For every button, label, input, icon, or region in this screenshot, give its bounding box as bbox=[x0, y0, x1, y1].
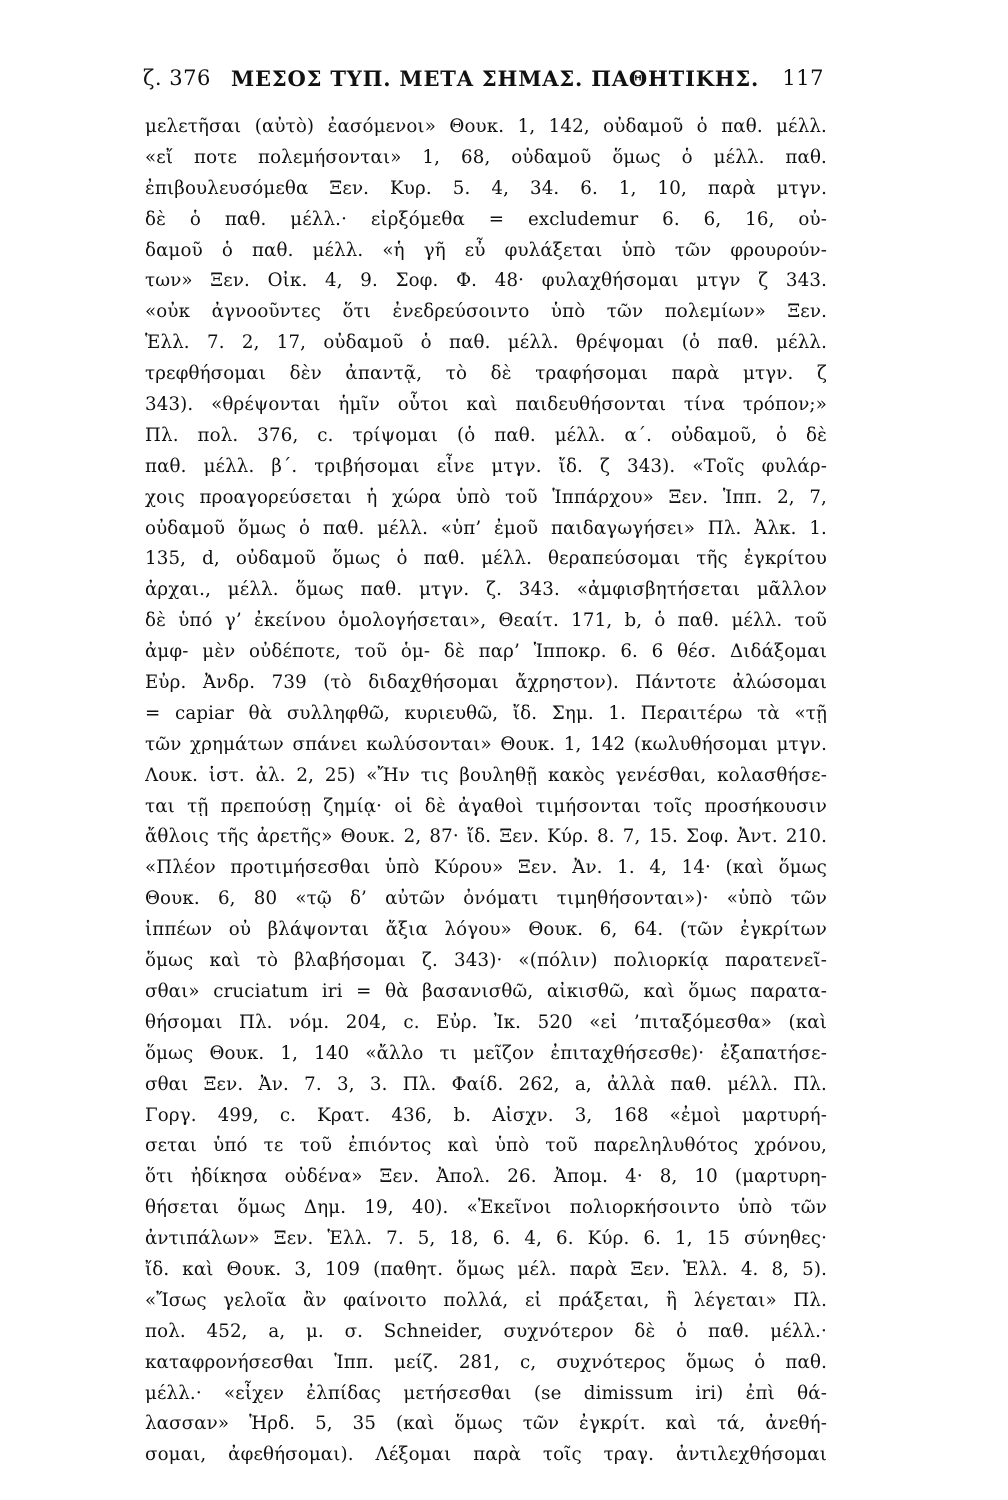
text-line: θήσεται ὅμως Δημ. 19, 40). «Ἐκεῖνοι πολιορκήσοιντο ὑπὸ τῶν bbox=[145, 1197, 827, 1219]
text-line: τρεφθήσομαι δὲν ἀπαντᾷ, τὸ δὲ τραφήσομαι παρὰ μτγν. ζ bbox=[145, 363, 827, 385]
text-line: σομαι, ἀφεθήσομαι). Λέξομαι παρὰ τοῖς τραγ. ἀντιλεχθήσομαι bbox=[145, 1444, 827, 1466]
text-line: = capiar θὰ συλληφθῶ, κυριευθῶ, ἴδ. Σημ. 1. Περαιτέρω τὰ «τῇ bbox=[145, 702, 827, 724]
text-line: των» Ξεν. Οἰκ. 4, 9. Σοφ. Φ. 48· φυλαχθήσομαι μτγν ζ 343. bbox=[145, 270, 827, 292]
text-line: τῶν χρημάτων σπάνει κωλύσονται» Θουκ. 1, 142 (κωλυθήσομαι μτγν. bbox=[145, 733, 827, 755]
text-line: ὅμως καὶ τὸ βλαβήσομαι ζ. 343)· «(πόλιν) πολιορκίᾳ παρατενεῖ- bbox=[145, 950, 827, 972]
text-line: δὲ ὁ παθ. μέλλ.· εἰρξόμεθα = excludemur 6. 6, 16, οὐ- bbox=[145, 208, 827, 230]
text-line: ἀρχαι., μέλλ. ὅμως παθ. μτγν. ζ. 343. «ἀμφισβητήσεται μᾶλλον bbox=[145, 579, 827, 601]
text-line: μελετῆσαι (αὐτὸ) ἐασόμενοι» Θουκ. 1, 142, οὐδαμοῦ ὁ παθ. μέλλ. bbox=[145, 116, 827, 137]
text-line: Εὐρ. Ἀνδρ. 739 (τὸ διδαχθήσομαι ἄχρηστον). Πάντοτε ἀλώσομαι bbox=[145, 672, 827, 694]
text-line: «Πλέον προτιμήσεσθαι ὑπὸ Κύρου» Ξεν. Ἀν. 1. 4, 14· (καὶ ὅμως bbox=[145, 857, 827, 879]
text-line: Ἑλλ. 7. 2, 17, οὐδαμοῦ ὁ παθ. μέλλ. θρέψομαι (ὁ παθ. μέλλ. bbox=[145, 332, 827, 354]
text-line: ἐπιβουλευσόμεθα Ξεν. Κυρ. 5. 4, 34. 6. 1, 10, παρὰ μτγν. bbox=[145, 177, 827, 199]
text-line: Γοργ. 499, c. Κρατ. 436, b. Αἰσχν. 3, 168 «ἐμοὶ μαρτυρή- bbox=[145, 1104, 827, 1126]
text-line: σθαι Ξεν. Ἀν. 7. 3, 3. Πλ. Φαίδ. 262, a, ἀλλὰ παθ. μέλλ. Πλ. bbox=[145, 1073, 827, 1095]
text-line: σεται ὑπό τε τοῦ ἐπιόντος καὶ ὑπὸ τοῦ παρεληλυθότος χρόνου, bbox=[145, 1135, 827, 1157]
text-line: θήσομαι Πλ. νόμ. 204, c. Εὐρ. Ἰκ. 520 «εἰ ’πιταξόμεσθα» (καὶ bbox=[145, 1011, 827, 1033]
text-line: οὐδαμοῦ ὅμως ὁ παθ. μέλλ. «ὑπ’ ἐμοῦ παιδαγωγήσει» Πλ. Ἀλκ. 1. bbox=[145, 517, 827, 539]
text-line: μέλλ.· «εἶχεν ἐλπίδας μετήσεσθαι (se dimissum iri) ἐπὶ θά- bbox=[145, 1382, 827, 1404]
text-line: λασσαν» Ἡρδ. 5, 35 (καὶ ὅμως τῶν ἐγκρίτ. καὶ τά, ἀνεθή- bbox=[145, 1413, 827, 1435]
text-line: ἀμφ- μὲν οὐδέποτε, τοῦ ὁμ- δὲ παρ’ Ἱπποκρ. 6. 6 θέσ. Διδάξομαι bbox=[145, 641, 827, 663]
text-line: ἴδ. καὶ Θουκ. 3, 109 (παθητ. ὅμως μέλ. παρὰ Ξεν. Ἑλλ. 4. 8, 5). bbox=[145, 1258, 827, 1280]
text-line: «εἴ ποτε πολεμήσονται» 1, 68, οὐδαμοῦ ὅμως ὁ μέλλ. παθ. bbox=[145, 146, 827, 168]
running-head bbox=[143, 66, 824, 100]
text-line: ἄθλοις τῆς ἀρετῆς» Θουκ. 2, 87· ἴδ. Ξεν. Κύρ. 8. 7, 15. Σοφ. Ἀντ. 210. bbox=[145, 826, 827, 848]
text-line: Λουκ. ἱστ. ἀλ. 2, 25) «Ἤν τις βουληθῇ κακὸς γενέσθαι, κολασθήσε- bbox=[145, 764, 827, 786]
text-line: πολ. 452, a, μ. σ. Schneider, συχνότερον δὲ ὁ παθ. μέλλ.· bbox=[145, 1320, 827, 1342]
text-line: δὲ ὑπό γ’ ἐκείνου ὁμολογήσεται», Θεαίτ. 171, b, ὁ παθ. μέλλ. τοῦ bbox=[145, 610, 827, 632]
text-line: σθαι» cruciatum iri = θὰ βασανισθῶ, αἰκισθῶ, καὶ ὅμως παρατα- bbox=[145, 980, 827, 1002]
text-line: ἱππέων οὐ βλάψονται ἄξια λόγου» Θουκ. 6, 64. (τῶν ἐγκρίτων bbox=[145, 919, 827, 941]
text-line: παθ. μέλλ. β΄. τριβήσομαι εἶνε μτγν. ἴδ. ζ 343). «Τοῖς φυλάρ- bbox=[145, 455, 827, 477]
text-line: «Ἴσως γελοῖα ἂν φαίνοιτο πολλά, εἰ πράξεται, ἢ λέγεται» Πλ. bbox=[145, 1289, 827, 1311]
text-line: 135, d, οὐδαμοῦ ὅμως ὁ παθ. μέλλ. θεραπεύσομαι τῆς ἐγκρίτου bbox=[145, 548, 827, 570]
page-number: 117 bbox=[782, 66, 824, 90]
text-line: Πλ. πολ. 376, c. τρίψομαι (ὁ παθ. μέλλ. α΄. οὐδαμοῦ, ὁ δὲ bbox=[145, 424, 827, 446]
text-line: χοις προαγορεύσεται ἡ χώρα ὑπὸ τοῦ Ἱππάρχου» Ξεν. Ἱππ. 2, 7, bbox=[145, 486, 827, 508]
body-text bbox=[145, 112, 827, 1471]
text-line: ται τῇ πρεπούσῃ ζημίᾳ· οἱ δὲ ἀγαθοὶ τιμήσονται τοῖς προσήκουσιν bbox=[145, 795, 827, 817]
section-reference: ζ. 376 bbox=[143, 66, 211, 90]
text-line: ὅτι ἠδίκησα οὐδένα» Ξεν. Ἀπολ. 26. Ἀπομ. 4· 8, 10 (μαρτυρη- bbox=[145, 1166, 827, 1188]
text-line: δαμοῦ ὁ παθ. μέλλ. «ἡ γῆ εὖ φυλάξεται ὑπὸ τῶν φρουρούν- bbox=[145, 239, 827, 261]
text-line: 343). «θρέψονται ἡμῖν οὗτοι καὶ παιδευθήσονται τίνα τρόπον;» bbox=[145, 394, 827, 416]
text-line: ὅμως Θουκ. 1, 140 «ἄλλο τι μεῖζον ἐπιταχθήσεσθε)· ἐξαπατήσε- bbox=[145, 1042, 827, 1064]
text-line: ἀντιπάλων» Ξεν. Ἑλλ. 7. 5, 18, 6. 4, 6. Κύρ. 6. 1, 15 σύνηθες· bbox=[145, 1228, 827, 1250]
text-line: καταφρονήσεσθαι Ἱππ. μείζ. 281, c, συχνότερος ὅμως ὁ παθ. bbox=[145, 1351, 827, 1373]
text-line: Θουκ. 6, 80 «τῷ δ’ αὐτῶν ὀνόματι τιμηθήσονται»)· «ὑπὸ τῶν bbox=[145, 888, 827, 910]
running-head-title: ΜΕΣΟΣ ΤΥΠ. ΜΕΤΑ ΣΗΜΑΣ. ΠΑΘΗΤΙΚΗΣ. bbox=[231, 66, 760, 91]
text-line: «οὐκ ἀγνοοῦντες ὅτι ἐνεδρεύσοιντο ὑπὸ τῶν πολεμίων» Ξεν. bbox=[145, 301, 827, 323]
